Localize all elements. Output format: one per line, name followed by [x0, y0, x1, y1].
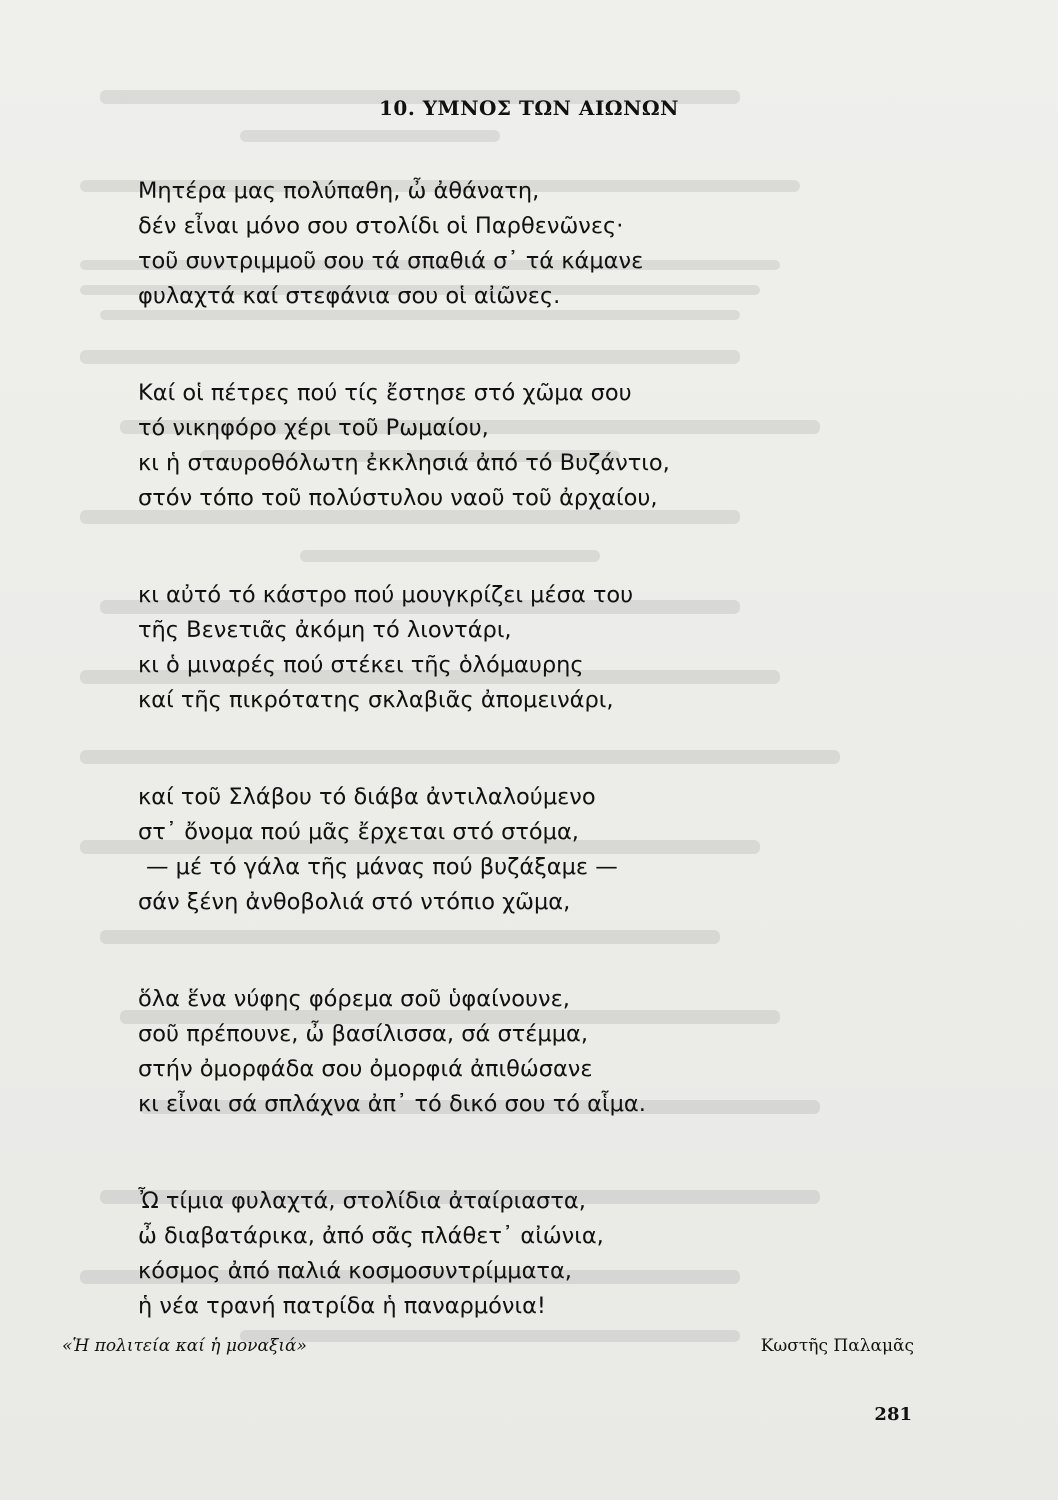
verse-line: Ὦ τίμια φυλαχτά, στολίδια ἀταίριαστα,: [138, 1188, 586, 1214]
verse-line: ἡ νέα τρανή πατρίδα ἡ παναρμόνια!: [138, 1293, 546, 1319]
stanza: [138, 578, 958, 718]
verse-line: κόσμος ἀπό παλιά κοσμοσυντρίμματα,: [138, 1258, 572, 1284]
stanza: [138, 1184, 958, 1324]
verse-line: ὦ διαβατάρικα, ἀπό σᾶς πλάθετ᾽ αἰώνια,: [138, 1223, 604, 1249]
verse-line: — μέ τό γάλα τῆς μάνας πού βυζάξαμε —: [146, 854, 618, 880]
poem-body: [138, 174, 958, 1386]
verse-line: δέν εἶναι μόνο σου στολίδι οἱ Παρθενῶνες·: [138, 213, 624, 239]
stanza: [138, 780, 958, 920]
verse-line: κι αὐτό τό κάστρο πού μουγκρίζει μέσα του: [138, 582, 634, 608]
verse-line: τό νικηφόρο χέρι τοῦ Ρωμαίου,: [138, 415, 489, 441]
verse-line: τῆς Βενετιᾶς ἀκόμη τό λιοντάρι,: [138, 617, 512, 643]
poem-title: 10. ΥΜΝΟΣ ΤΩΝ ΑΙΩΝΩΝ: [379, 96, 679, 120]
verse-line: καί τοῦ Σλάβου τό διάβα ἀντιλαλούμενο: [138, 784, 596, 810]
verse-line: Μητέρα μας πολύπαθη, ὦ ἀθάνατη,: [138, 178, 540, 204]
stanza: [138, 982, 958, 1122]
verse-line: στόν τόπο τοῦ πολύστυλου ναοῦ τοῦ ἀρχαίου,: [138, 485, 658, 511]
stanza: [138, 376, 958, 516]
verse-line: στήν ὀμορφάδα σου ὀμορφιά ἀπιθώσανε: [138, 1056, 593, 1082]
verse-line: κι εἶναι σά σπλάχνα ἀπ᾽ τό δικό σου τό αἷμα.: [138, 1091, 646, 1117]
verse-line: φυλαχτά καί στεφάνια σου οἱ αἰῶνες.: [138, 283, 561, 309]
page-number: 281: [874, 1404, 912, 1425]
verse-line: σοῦ πρέπουνε, ὦ βασίλισσα, σά στέμμα,: [138, 1021, 589, 1047]
verse-line: Καί οἱ πέτρες πού τίς ἔστησε στό χῶμα σου: [138, 380, 632, 406]
verse-line: ὅλα ἕνα νύφης φόρεμα σοῦ ὑφαίνουνε,: [138, 986, 570, 1012]
verse-line: κι ὁ μιναρές πού στέκει τῆς ὁλόμαυρης: [138, 652, 584, 678]
stanza: [138, 174, 958, 314]
verse-line: κι ἡ σταυροθόλωτη ἐκκλησιά ἀπό τό Βυζάντιο,: [138, 450, 670, 476]
verse-line: στ᾽ ὄνομα πού μᾶς ἔρχεται στό στόμα,: [138, 819, 579, 845]
source-citation: «Ἡ πολιτεία καί ἡ μοναξιά»: [62, 1336, 307, 1356]
verse-line: καί τῆς πικρότατης σκλαβιᾶς ἀπομεινάρι,: [138, 687, 614, 713]
verse-line: τοῦ συντριμμοῦ σου τά σπαθιά σ᾽ τά κάμανε: [138, 248, 644, 274]
verse-line: σάν ξένη ἀνθοβολιά στό ντόπιο χῶμα,: [138, 889, 571, 915]
author-name: Κωστῆς Παλαμᾶς: [760, 1336, 914, 1356]
